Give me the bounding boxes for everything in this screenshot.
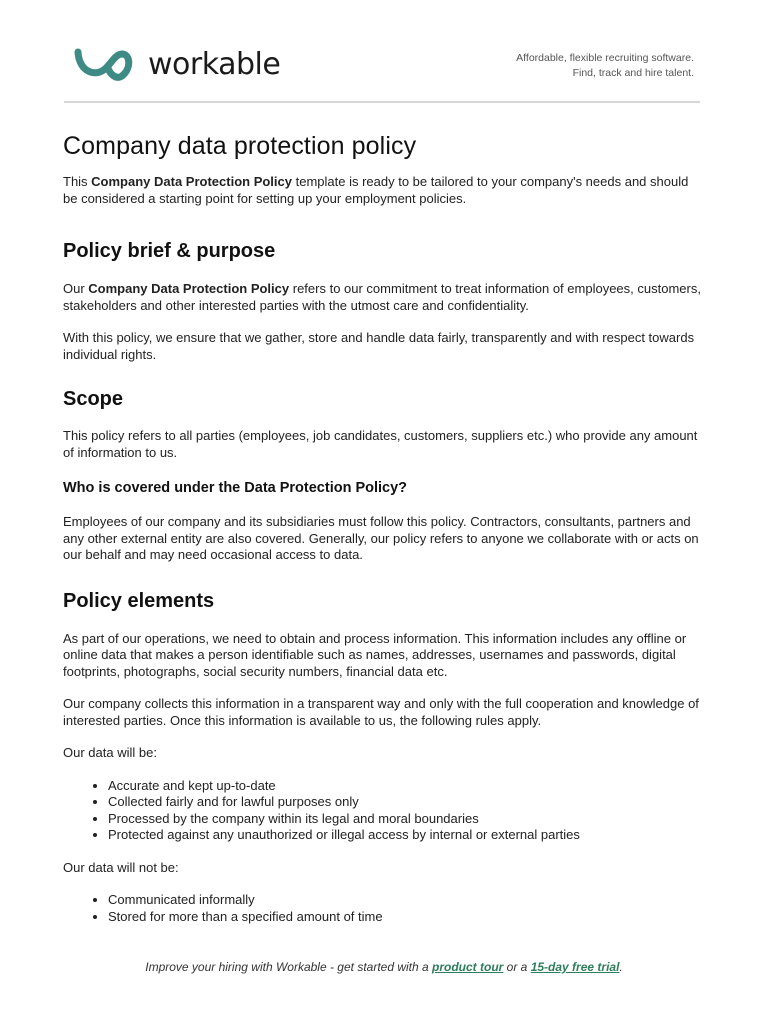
will-not-list [63,892,703,925]
page-title: Company data protection policy [63,132,417,160]
heading-who-is-covered: Who is covered under the Data Protection Policy? [63,480,408,496]
scope-paragraph-2: Employees of our company and its subsidiaries must follow this policy. Contractors, consultants, partners and any other external entity are also covered. Generally, our policy refers to anyone we collaborate with or acts on our behalf and may need occasional access to data. [63,514,699,562]
list-item: • Protected against any unauthorized or illegal access by internal or external parties [108,827,703,844]
will-not-label: Our data will not be: [63,859,179,875]
elements-paragraph-1: As part of our operations, we need to obtain and process information. This information includes any offline or online data that makes a person identifiable such as names, addresses, usernames and passwords, digital footprints, photographs, social security numbers, financial data etc. [63,630,687,679]
brief-paragraph-1 [63,281,703,314]
list-item: • Accurate and kept up-to-date [108,778,703,795]
footer-suffix: . [619,960,623,974]
workable-logo-icon [72,46,140,84]
brief-paragraph-2: With this policy, we ensure that we gather, store and handle data fairly, transparently and with respect towards individual rights. [63,330,695,362]
footer-middle: or a [503,960,531,974]
page-header [64,40,700,90]
list-item: • Collected fairly and for lawful purposes only [108,794,703,811]
footer-prefix: Improve your hiring with Workable - get started with a [145,960,433,974]
logo-wordmark: workable [148,47,281,82]
brief-p1-rest: refers to our commitment to treat information of employees, customers, stakeholders and other interested parties with the utmost care and confidentiality. [63,281,701,313]
list-item: • Communicated informally [108,892,703,909]
heading-policy-brief: Policy brief & purpose [63,240,276,262]
free-trial-link[interactable]: 15-day free trial [530,960,620,974]
heading-scope: Scope [63,388,124,410]
workable-logo [72,46,280,84]
intro-rest: template is ready to be tailored to your company's needs and should be considered a starting point for setting up your employment policies. [63,174,689,206]
intro-bold: Company Data Protection Policy [91,174,292,189]
scope-paragraph-1: This policy refers to all parties (employees, job candidates, customers, suppliers etc.) who provide any amount of information to us. [63,428,698,460]
header-divider [64,101,700,103]
will-be-list [63,778,703,844]
header-tagline [516,51,694,81]
intro-paragraph [63,174,703,207]
elements-paragraph-2: Our company collects this information in a transparent way and only with the full cooperation and knowledge of interested parties. Once this information is available to us, the following rules apply. [63,696,699,728]
product-tour-link[interactable]: product tour [432,960,504,974]
brief-p1-prefix: Our [63,281,89,296]
document-body [63,128,703,925]
list-item: • Processed by the company within its legal and moral boundaries [108,811,703,828]
page-footer [0,960,768,974]
brief-p1-bold: Company Data Protection Policy [88,281,290,296]
tagline-line-1: Affordable, flexible recruiting software. [516,52,694,64]
intro-prefix: This [63,174,92,189]
will-be-label: Our data will be: [63,745,157,760]
heading-policy-elements: Policy elements [63,589,215,612]
tagline-line-2: Find, track and hire talent. [572,67,694,79]
list-item: • Stored for more than a specified amount of time [108,909,703,926]
